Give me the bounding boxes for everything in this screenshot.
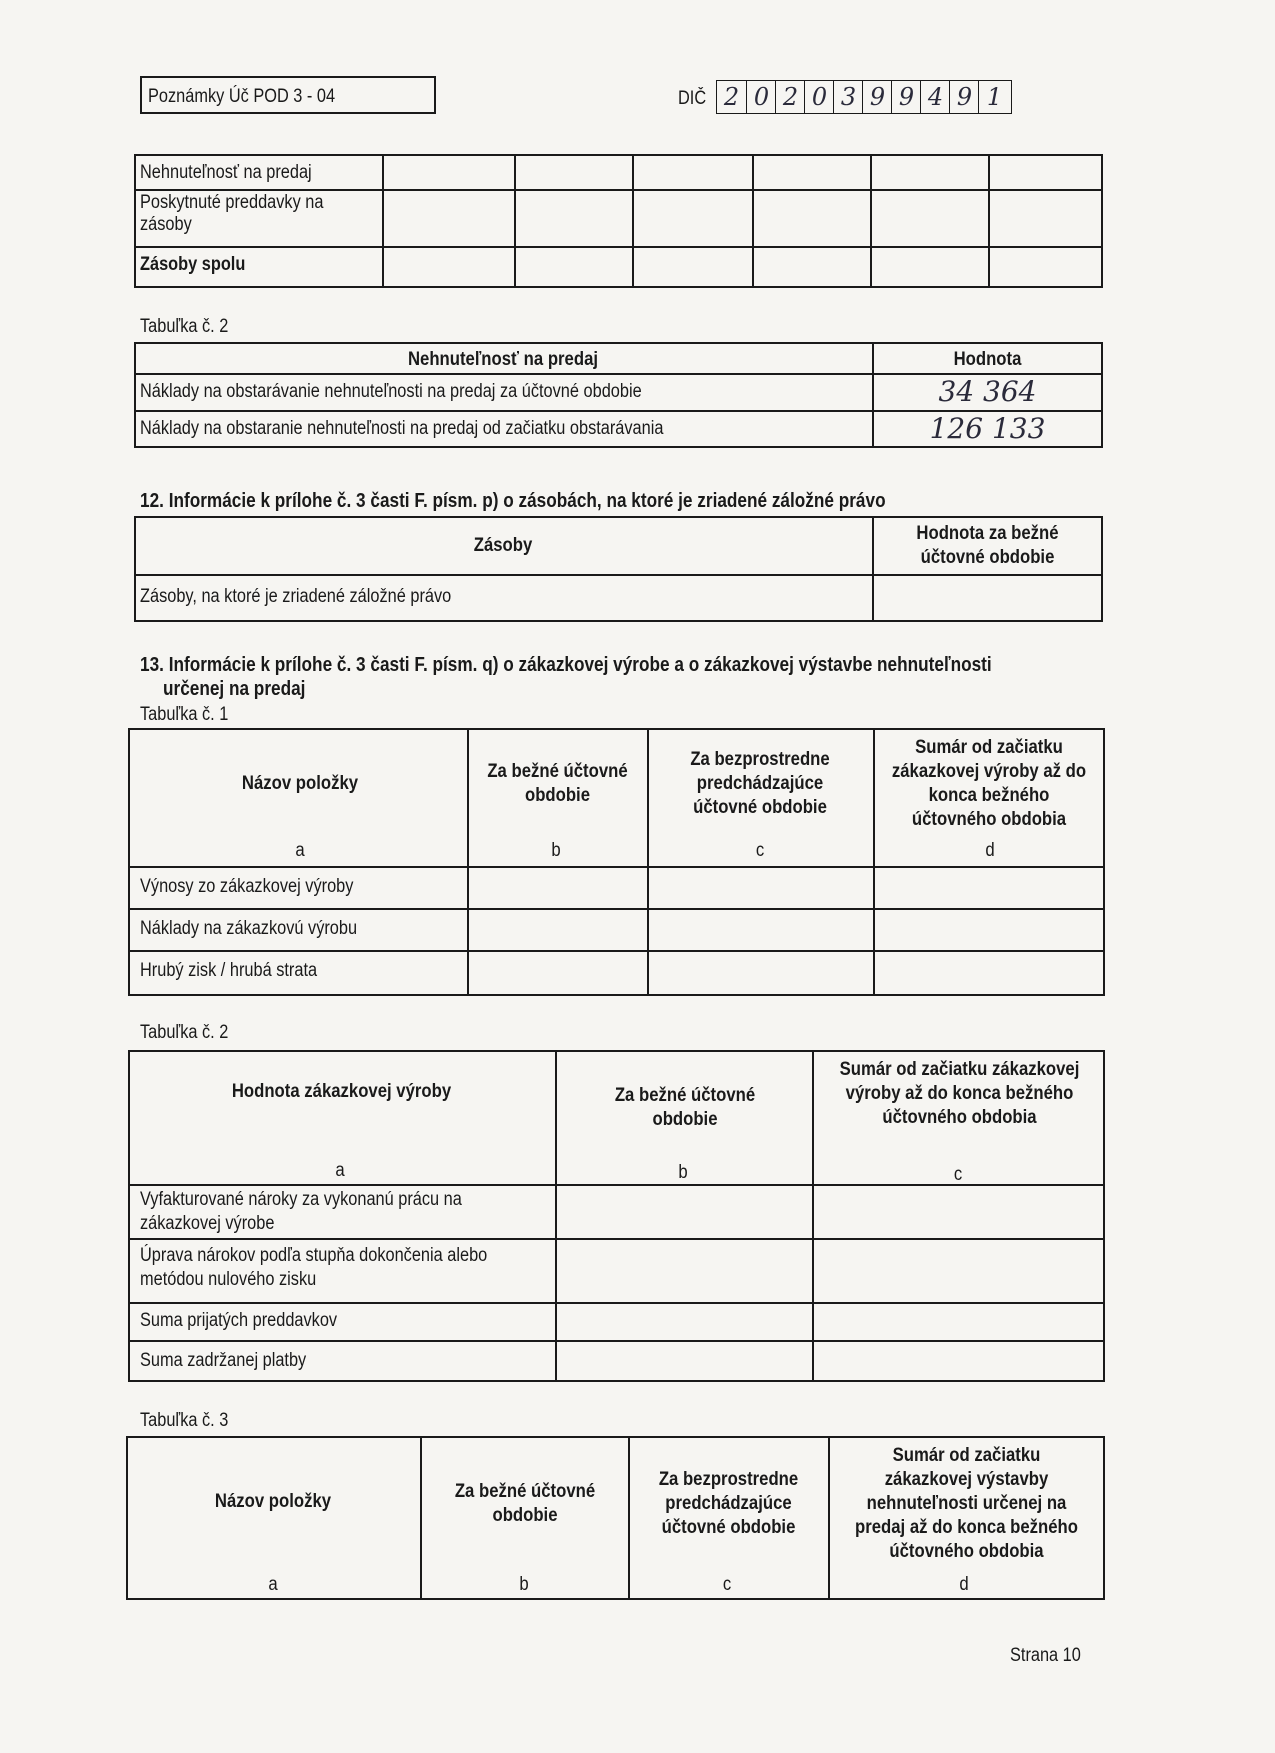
row-label: Poskytnuté preddavky na zásoby (140, 192, 324, 235)
row-label: Nehnuteľnosť na predaj (140, 162, 312, 183)
table-caption: Tabuľka č. 1 (140, 704, 229, 725)
column-header: Hodnota zákazkovej výroby (231, 1081, 452, 1102)
col-divider (555, 1050, 557, 1382)
dic-digit: 9 (862, 81, 892, 113)
column-header: Zásoby (473, 535, 533, 556)
row-divider (128, 866, 1105, 868)
column-header: Za bezprostredne predchádzajúce účtovné obdobie (658, 1469, 799, 1538)
row-label: Hrubý zisk / hrubá strata (140, 960, 318, 981)
section-heading: 12. Informácie k prílohe č. 3 časti F. písm. p) o zásobách, na ktoré je zriadené záložné právo (140, 490, 886, 512)
row-label: Výnosy zo zákazkovej výroby (140, 876, 354, 897)
column-header: Za bezprostredne predchádzajúce účtovné obdobie (690, 749, 830, 818)
dic-field[interactable] (716, 80, 1012, 114)
column-letter: c (755, 840, 765, 861)
column-letter: a (268, 1574, 278, 1595)
form-title-box (140, 76, 436, 114)
column-letter: a (295, 840, 305, 861)
col-divider (828, 1436, 830, 1600)
table-caption: Tabuľka č. 2 (140, 316, 229, 337)
dic-digit: 3 (833, 81, 863, 113)
column-header: Sumár od začiatku zákazkovej výroby až do konca bežného účtovného obdobia (891, 737, 1087, 830)
dic-digit: 9 (891, 81, 921, 113)
column-letter: c (953, 1164, 963, 1185)
col-divider (382, 154, 384, 288)
dic-digit: 4 (920, 81, 950, 113)
column-letter: c (722, 1574, 732, 1595)
dic-digit: 2 (775, 81, 805, 113)
column-header: Hodnota za bežné účtovné obdobie (916, 523, 1059, 568)
dic-digit: 2 (723, 83, 740, 111)
column-header: Sumár od začiatku zákazkovej výroby až do konca bežného účtovného obdobia (839, 1059, 1080, 1128)
column-header: Za bežné účtovné obdobie (614, 1085, 756, 1130)
row-label: Suma prijatých preddavkov (140, 1310, 338, 1331)
dic-digit: 1 (978, 81, 1010, 113)
row-label: Zásoby, na ktoré je zriadené záložné právo (140, 586, 452, 607)
row-divider (134, 246, 1103, 248)
form-title: Poznámky Úč POD 3 - 04 (148, 86, 336, 107)
column-header: Za bežné účtovné obdobie (487, 761, 628, 806)
row-label: Náklady na obstaranie nehnuteľnosti na predaj od začiatku obstarávania (140, 418, 664, 439)
row-divider (134, 189, 1103, 191)
row-divider (128, 1238, 1105, 1240)
row-label: Úprava nárokov podľa stupňa dokončenia alebo metódou nulového zisku (140, 1245, 488, 1290)
column-header: Za bežné účtovné obdobie (454, 1481, 596, 1526)
dic-digit: 9 (949, 81, 979, 113)
col-divider (420, 1436, 422, 1600)
column-header: Názov položky (241, 773, 359, 794)
handwritten-value: 126 133 (929, 412, 1046, 445)
row-divider (128, 1302, 1105, 1304)
col-divider (467, 728, 469, 996)
dic-digit: 0 (746, 81, 776, 113)
col-divider (647, 728, 649, 996)
section-heading-cont: určenej na predaj (163, 678, 306, 700)
row-label: Náklady na zákazkovú výrobu (140, 918, 358, 939)
column-header: Sumár od začiatku zákazkovej výstavby nehnuteľnosti určenej na predaj až do konca bežného účtovného obdobia (855, 1445, 1078, 1562)
row-divider (128, 950, 1105, 952)
row-label-total: Zásoby spolu (140, 254, 246, 275)
row-label: Náklady na obstarávanie nehnuteľnosti na predaj za účtovné obdobie (140, 381, 642, 402)
column-header: Názov položky (214, 1491, 332, 1512)
column-letter: a (335, 1160, 345, 1181)
section-heading: 13. Informácie k prílohe č. 3 časti F. písm. q) o zákazkovej výrobe a o zákazkovej výstavbe nehnuteľnosti (140, 654, 992, 676)
row-label: Suma zadržanej platby (140, 1350, 307, 1371)
column-letter: d (985, 840, 995, 861)
column-letter: b (551, 840, 561, 861)
col-divider (812, 1050, 814, 1382)
column-letter: d (959, 1574, 969, 1595)
col-divider (632, 154, 634, 288)
row-label: Vyfakturované nároky za vykonanú prácu na zákazkovej výrobe (140, 1189, 462, 1234)
table-caption: Tabuľka č. 2 (140, 1022, 229, 1043)
column-letter: b (519, 1574, 529, 1595)
col-divider (752, 154, 754, 288)
col-divider (870, 154, 872, 288)
col-divider (514, 154, 516, 288)
row-divider (128, 908, 1105, 910)
col-divider (873, 728, 875, 996)
dic-label: DIČ (678, 88, 707, 109)
table-caption: Tabuľka č. 3 (140, 1410, 229, 1431)
col-divider (628, 1436, 630, 1600)
column-header: Nehnuteľnosť na predaj (407, 349, 599, 370)
column-letter: b (678, 1162, 688, 1183)
row-divider (128, 1340, 1105, 1342)
page-number: Strana 10 (1010, 1645, 1081, 1666)
handwritten-value: 34 364 (938, 375, 1037, 408)
row-divider (134, 574, 1103, 576)
dic-digit: 0 (804, 81, 834, 113)
column-header: Hodnota (953, 349, 1022, 370)
col-divider (872, 516, 874, 622)
col-divider (988, 154, 990, 288)
